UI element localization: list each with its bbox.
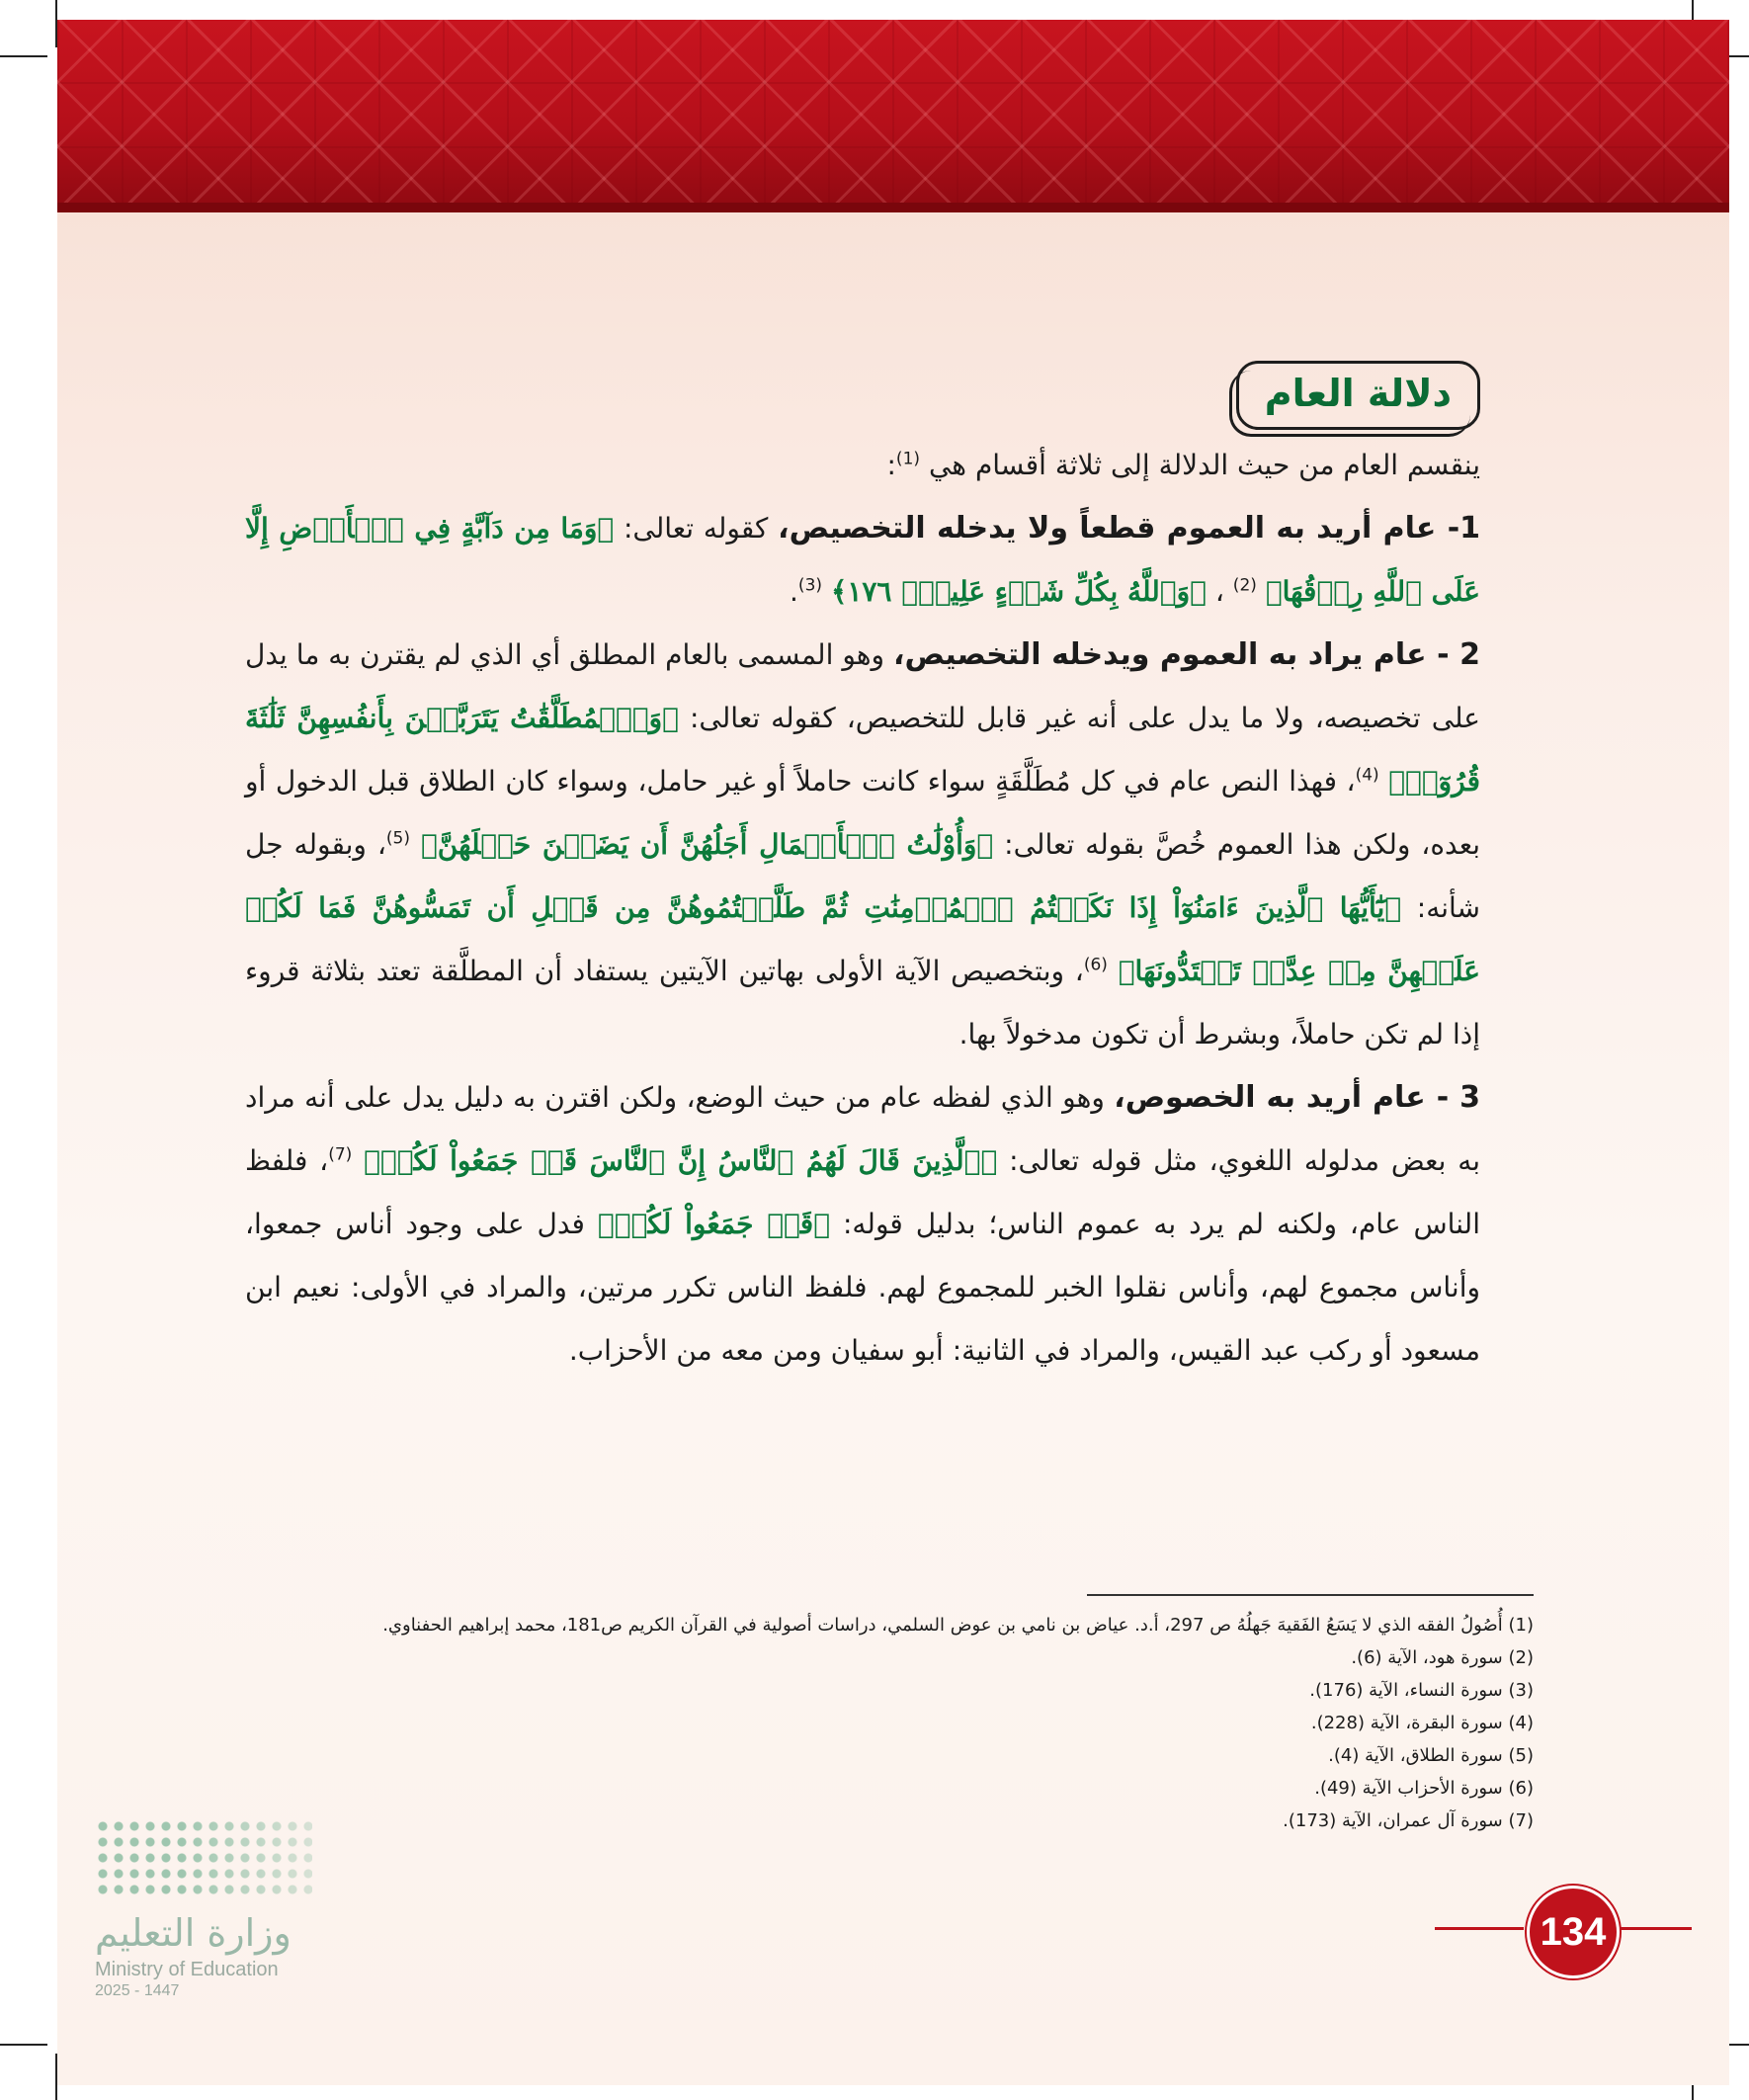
ministry-logo [95, 1818, 312, 2006]
footnote: (6) سورة الأحزاب الآية (49). [1314, 1778, 1534, 1799]
footnote: (3) سورة النساء، الآية (176). [1309, 1680, 1534, 1701]
dots-emblem-icon [95, 1818, 312, 1897]
footnote-divider [1087, 1594, 1534, 1596]
quran-verse: ﴿ٱلَّذِينَ قَالَ لَهُمُ ٱلنَّاسُ إِنَّ ٱلنَّاسَ قَدۡ جَمَعُواْ لَكُمۡ﴾ [364, 1144, 998, 1177]
section-title: دلالة العام [1236, 361, 1480, 430]
footnote: (1) أُصُولُ الفقه الذي لا يَسَعُ الفَقيهَ جَهلُهُ ص 297، أ.د. عياض بن نامي بن عوض السلمي، دراسات أصولية في القرآن الكريم ص181، محمد إبراهيم الحفناوي. [382, 1615, 1534, 1636]
page-number: 134 [1527, 1886, 1620, 1978]
quran-verse: ﴿وَمَا مِن دَآبَّةٍ فِي ٱلۡأَرۡضِ إِلَّا عَلَى ٱللَّهِ رِزۡقُهَا﴾ [245, 512, 1480, 608]
quran-verse: ﴿قَدۡ جَمَعُواْ لَكُمۡ﴾ [597, 1208, 830, 1240]
page-number-rule [1435, 1927, 1524, 1930]
quran-verse: ﴿وَٱللَّهُ بِكُلِّ شَيۡءٍ عَلِيمُۢ ١٧٦﴾ [830, 575, 1207, 608]
footnote: (7) سورة آل عمران، الآية (173). [1283, 1810, 1534, 1831]
footnote: (2) سورة هود، الآية (6). [1351, 1647, 1534, 1668]
page-number-rule [1621, 1927, 1692, 1930]
banner-edge [57, 203, 1729, 212]
edition-year: 2025 - 1447 [95, 1982, 180, 1999]
list-item-1: 1- عام أريد به العموم قطعاً ولا يدخله التخصيص، كقوله تعالى: ﴿وَمَا مِن دَآبَّةٍ فِي ٱلۡأَرۡضِ إِلَّا عَلَى ٱللَّهِ رِزۡقُهَا﴾ $^{(2)}$ ، ﴿وَٱللَّهُ بِكُلِّ شَيۡءٍ عَلِيمُۢ ١٧٦﴾ $^{(3)}$. [245, 511, 1481, 608]
crop-mark [0, 55, 47, 57]
quran-verse: ﴿يَٰٓأَيُّهَا ٱلَّذِينَ ءَامَنُوٓاْ إِذَا نَكَحۡتُمُ ٱلۡمُؤۡمِنَٰتِ ثُمَّ طَلَّقۡتُمُوهُنَّ مِن قَبۡلِ أَن تَمَسُّوهُنَّ فَمَا لَكُمۡ عَلَيۡهِنَّ مِنۡ عِدَّةٖ تَعۡتَدُّونَهَا﴾ [245, 891, 1481, 987]
ministry-name-english: Ministry of Education [95, 1959, 279, 1980]
intro-paragraph: ينقسم العام من حيث الدلالة إلى ثلاثة أقسام هي $^{(1)}$: [886, 449, 1480, 481]
ministry-name-arabic: وزارة التعليم [95, 1911, 292, 1955]
footnote: (4) سورة البقرة، الآية (228). [1310, 1713, 1534, 1733]
footnote: (5) سورة الطلاق، الآية (4). [1328, 1745, 1534, 1766]
quran-verse: ﴿وَٱلۡمُطَلَّقَٰتُ يَتَرَبَّصۡنَ بِأَنفُسِهِنَّ ثَلَٰثَةَ قُرُوٓءٖ﴾ [245, 702, 1481, 798]
list-item-2: 2 - عام يراد به العموم ويدخله التخصيص، وهو المسمى بالعام المطلق أي الذي لم يقترن به ما يدل على تخصيصه، ولا ما يدل على أنه غير قابل للتخصيص، كقوله تعالى: ﴿وَٱلۡمُطَلَّقَٰتُ يَتَرَبَّصۡنَ بِأَنفُسِهِنَّ ثَلَٰثَةَ قُرُوٓءٖ﴾ $^{(4)}$، فهذا النص عام في كل مُطَلَّقَةٍ سواء كانت حاملاً أو غير حامل، وسواء كان الطلاق قبل الدخول أو بعده، ولكن هذا العموم خُصَّ بقوله تعالى: ﴿وَأُوْلَٰتُ ٱلۡأَحۡمَالِ أَجَلُهُنَّ أَن يَضَعۡنَ حَمۡلَهُنَّ﴾ $^{(5)}$، وبقوله جل شأنه: ﴿يَٰٓأَيُّهَا ٱلَّذِينَ ءَامَنُوٓاْ إِذَا نَكَحۡتُمُ ٱلۡمُؤۡمِنَٰتِ ثُمَّ طَلَّقۡتُمُوهُنَّ مِن قَبۡلِ أَن تَمَسُّوهُنَّ فَمَا لَكُمۡ عَلَيۡهِنَّ مِنۡ عِدَّةٖ تَعۡتَدُّونَهَا﴾ $^{(6)}$، وبتخصيص الآية الأولى بهاتين الآيتين يستفاد أن المطلَّقة تعتد بثلاثة قروء إذا لم تكن حاملاً، وبشرط أن تكون مدخولاً بها. [245, 637, 1481, 1050]
decorative-banner [57, 20, 1729, 212]
crop-mark [0, 2044, 47, 2046]
quran-verse: ﴿وَأُوْلَٰتُ ٱلۡأَحۡمَالِ أَجَلُهُنَّ أَن يَضَعۡنَ حَمۡلَهُنَّ﴾ [420, 828, 994, 861]
lesson-content [245, 361, 1480, 1383]
list-item-3: 3 - عام أريد به الخصوص، وهو الذي لفظه عام من حيث الوضع، ولكن اقترن به دليل يدل على أنه مراد به بعض مدلوله اللغوي، مثل قوله تعالى: ﴿ٱلَّذِينَ قَالَ لَهُمُ ٱلنَّاسُ إِنَّ ٱلنَّاسَ قَدۡ جَمَعُواْ لَكُمۡ﴾ $^{(7)}$، فلفظ الناس عام، ولكنه لم يرد به عموم الناس؛ بدليل قوله: ﴿قَدۡ جَمَعُواْ لَكُمۡ﴾ فدل على وجود أناس جمعوا، وأناس مجموع لهم، وأناس نقلوا الخبر للمجموع لهم. فلفظ الناس تكرر مرتين، والمراد في الأولى: نعيم ابن مسعود أو ركب عبد القيس، والمراد في الثانية: أبو سفيان ومن معه من الأحزاب. [245, 1080, 1481, 1367]
footnotes [296, 1609, 1534, 1837]
